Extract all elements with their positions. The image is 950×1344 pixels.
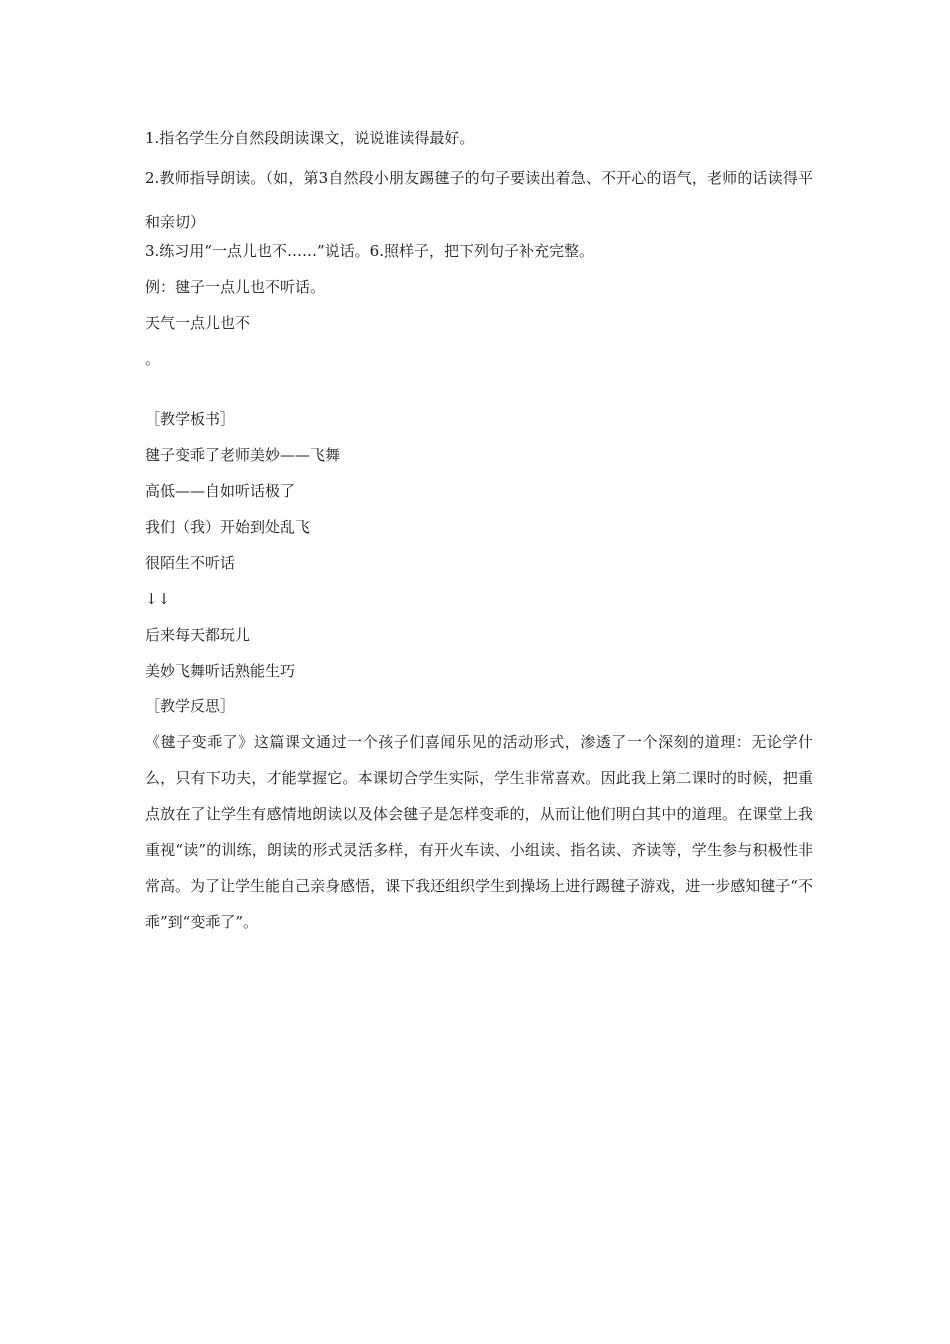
board-heading: ［教学板书］ <box>145 410 236 428</box>
lesson-step-3: 3.练习用“一点儿也不……”说话。6.照样子，把下列句子补充完整。 <box>145 242 594 260</box>
reflection-text: 《毽子变乖了》这篇课文通过一个孩子们喜闻乐见的活动形式，渗透了一个深刻的道理：无论学什么，只有下功夫，才能掌握它。本课切合学生实际，学生非常喜欢。因此我上第二课时的时候，把重点放在了让学生有感情地朗读以及体会毽子是怎样变乖的，从而让他们明白其中的道理。在课堂上我重视“读”的训练，朗读的形式灵活多样，有开火车读、小组读、指名读、齐读等，学生参与积极性非常高。为了让学生能自己亲身感悟，课下我还组织学生到操场上进行踢毽子游戏，进一步感知毽子“不乖”到“变乖了”。 <box>145 733 813 931</box>
reflection-heading: ［教学反思］ <box>145 697 236 715</box>
exercise-sentence-end: 。 <box>145 350 161 368</box>
example-sentence: 例：毽子一点儿也不听话。 <box>145 278 326 296</box>
board-line: 毽子变乖了老师美妙——飞舞 <box>145 446 341 464</box>
exercise-sentence: 天气一点儿也不 <box>145 314 251 332</box>
board-line: 我们（我）开始到处乱飞 <box>145 518 311 536</box>
board-arrows: ↓↓ <box>145 590 171 608</box>
board-line: 很陌生不听话 <box>145 554 236 572</box>
board-line: 高低——自如听话极了 <box>145 482 296 500</box>
lesson-step-1: 1.指名学生分自然段朗读课文，说说谁读得最好。 <box>145 129 475 147</box>
lesson-step-2: 2.教师指导朗读。（如，第3自然段小朋友踢毽子的句子要读出着急、不开心的语气，老师的话读得平和亲切） <box>145 169 813 231</box>
board-line: 美妙飞舞听话熟能生巧 <box>145 662 296 680</box>
board-line: 后来每天都玩儿 <box>145 626 251 644</box>
